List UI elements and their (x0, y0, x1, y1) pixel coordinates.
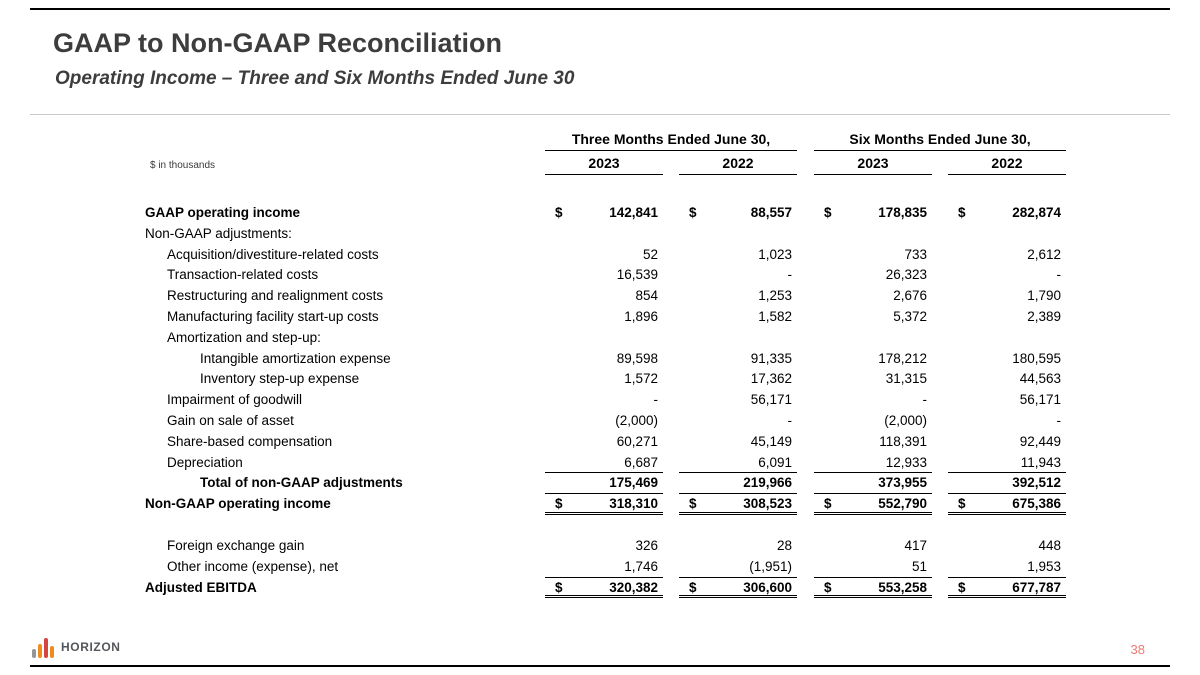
cell-value: 17,362 (750, 371, 792, 387)
value-cell (814, 307, 932, 328)
value-cell (948, 432, 1066, 453)
value-cell (948, 453, 1066, 474)
value-cell (814, 536, 932, 557)
cell-value: 326 (635, 537, 658, 553)
cell-value: 12,933 (885, 454, 927, 470)
value-cell (679, 369, 797, 390)
cell-value (555, 328, 658, 349)
cell-value: 26,323 (885, 267, 927, 283)
cell-value: 1,582 (758, 308, 792, 324)
value-cell (545, 328, 663, 349)
row-label: Inventory step-up expense (200, 371, 360, 387)
row-label: Impairment of goodwill (167, 392, 303, 408)
value-cell (814, 557, 932, 578)
value-cell (679, 411, 797, 432)
value-cell (948, 578, 1066, 599)
row-label: Acquisition/divestiture-related costs (167, 246, 379, 262)
cell-value: - (653, 392, 658, 408)
cell-value: 1,896 (624, 308, 658, 324)
value-cell (948, 390, 1066, 411)
cell-value: 178,835 (878, 205, 927, 220)
row-label: Non-GAAP operating income (145, 496, 331, 512)
table-row (145, 557, 1066, 578)
dollar-sign: $ (555, 205, 563, 220)
row-label: Restructuring and realignment costs (167, 288, 384, 304)
cell-value (689, 224, 792, 245)
value-cell (545, 349, 663, 370)
value-cell (679, 390, 797, 411)
cell-value: - (1056, 267, 1061, 283)
value-cell (545, 265, 663, 286)
table-row (145, 265, 1066, 286)
value-cell (679, 349, 797, 370)
cell-value: 28 (776, 537, 792, 553)
cell-value: 56,171 (1019, 392, 1061, 408)
value-cell (814, 390, 932, 411)
row-label: Transaction-related costs (167, 267, 319, 283)
cell-value (958, 328, 1061, 349)
cell-value: (2,000) (615, 412, 658, 428)
value-cell (679, 557, 797, 578)
cell-value: 677,787 (1012, 579, 1061, 595)
cell-value (824, 224, 927, 245)
cell-value: 306,600 (743, 579, 792, 595)
cell-value: - (1056, 412, 1061, 428)
row-label: Adjusted EBITDA (145, 579, 257, 595)
value-cell (948, 411, 1066, 432)
dollar-sign: $ (689, 496, 697, 512)
cell-value: 318,310 (609, 496, 658, 512)
year-header: 2022 (948, 155, 1066, 175)
cell-value: 92,449 (1019, 433, 1061, 449)
cell-value: 45,149 (750, 433, 792, 449)
table-row (145, 245, 1066, 266)
cell-value: 282,874 (1012, 205, 1061, 220)
row-label: Non-GAAP adjustments: (145, 225, 292, 241)
bottom-rule (30, 665, 1170, 667)
table-row (145, 286, 1066, 307)
value-cell (679, 494, 797, 515)
cell-value (689, 328, 792, 349)
horizon-logo-icon (32, 636, 54, 658)
cell-value: (1,951) (749, 558, 792, 574)
value-cell (948, 557, 1066, 578)
value-cell (948, 265, 1066, 286)
cell-value: 60,271 (616, 433, 658, 449)
value-cell (814, 286, 932, 307)
row-label: Amortization and step-up: (167, 329, 321, 345)
table-row (145, 349, 1066, 370)
table-row (145, 473, 1066, 494)
table-row (145, 578, 1066, 599)
cell-value: 178,212 (878, 350, 927, 366)
value-cell (545, 432, 663, 453)
value-cell (545, 494, 663, 515)
cell-value: (2,000) (884, 412, 927, 428)
value-cell (948, 328, 1066, 349)
dollar-sign: $ (824, 579, 832, 595)
top-rule (30, 8, 1170, 10)
column-group-three-months: Three Months Ended June 30, (545, 131, 797, 151)
dollar-sign: $ (689, 205, 697, 220)
cell-value: 392,512 (1012, 475, 1061, 491)
cell-value: 51 (911, 558, 927, 574)
cell-value: - (787, 412, 792, 428)
cell-value: 180,595 (1012, 350, 1061, 366)
dollar-sign: $ (824, 205, 832, 220)
row-label: Other income (expense), net (167, 558, 339, 574)
cell-value: 854 (635, 288, 658, 304)
cell-value: 552,790 (878, 496, 927, 512)
year-header: 2023 (545, 155, 663, 175)
cell-value: 56,171 (750, 392, 792, 408)
value-cell (545, 578, 663, 599)
cell-value (555, 224, 658, 245)
value-cell (545, 245, 663, 266)
value-cell (679, 265, 797, 286)
value-cell (814, 494, 932, 515)
value-cell (814, 203, 932, 224)
cell-value: 1,953 (1027, 558, 1061, 574)
cell-value: 373,955 (878, 475, 927, 491)
logo-text: HORIZON (61, 640, 121, 654)
cell-value: 16,539 (616, 267, 658, 283)
units-label: $ in thousands (150, 160, 216, 171)
dollar-sign: $ (958, 205, 966, 220)
value-cell (814, 265, 932, 286)
cell-value: 553,258 (878, 579, 927, 595)
cell-value: 44,563 (1019, 371, 1061, 387)
value-cell (679, 578, 797, 599)
cell-value: 11,943 (1020, 454, 1061, 470)
year-header: 2022 (679, 155, 797, 175)
table-row (145, 432, 1066, 453)
dollar-sign: $ (689, 579, 697, 595)
value-cell (545, 224, 663, 245)
row-label: GAAP operating income (145, 205, 301, 220)
cell-value (958, 224, 1061, 245)
dollar-sign: $ (824, 496, 832, 512)
cell-value: 417 (904, 537, 927, 553)
cell-value: 308,523 (743, 496, 792, 512)
cell-value: 91,335 (750, 350, 792, 366)
value-cell (814, 245, 932, 266)
year-header: 2023 (814, 155, 932, 175)
value-cell (948, 536, 1066, 557)
value-cell (545, 390, 663, 411)
cell-value: 6,091 (758, 454, 792, 470)
row-label: Gain on sale of asset (167, 412, 294, 428)
table-row (145, 224, 1066, 245)
header-divider (30, 114, 1170, 115)
value-cell (814, 369, 932, 390)
cell-value: 6,687 (624, 454, 658, 470)
table-row (145, 328, 1066, 349)
value-cell (679, 307, 797, 328)
cell-value: 2,612 (1027, 246, 1061, 262)
value-cell (545, 286, 663, 307)
cell-value: 219,966 (743, 475, 792, 491)
value-cell (545, 557, 663, 578)
table-header-groups (145, 131, 1066, 151)
cell-value: 1,746 (624, 558, 658, 574)
value-cell (679, 432, 797, 453)
value-cell (545, 411, 663, 432)
table-row (145, 453, 1066, 474)
value-cell (679, 224, 797, 245)
row-label: Intangible amortization expense (200, 350, 391, 366)
dollar-sign: $ (958, 496, 966, 512)
cell-value: 1,790 (1027, 288, 1061, 304)
value-cell (814, 411, 932, 432)
value-cell (814, 432, 932, 453)
cell-value: 89,598 (616, 350, 658, 366)
page-subtitle: Operating Income – Three and Six Months Ended June 30 (55, 68, 575, 89)
table-row (145, 307, 1066, 328)
value-cell (545, 473, 663, 494)
value-cell (948, 473, 1066, 494)
value-cell (948, 203, 1066, 224)
value-cell (948, 369, 1066, 390)
table-row (145, 390, 1066, 411)
table-row (145, 411, 1066, 432)
table-row (145, 536, 1066, 557)
value-cell (814, 349, 932, 370)
cell-value: 52 (642, 246, 658, 262)
value-cell (545, 453, 663, 474)
table-header-years (145, 151, 1066, 175)
spacer-row (145, 515, 1066, 536)
row-label: Share-based compensation (167, 433, 333, 449)
value-cell (948, 286, 1066, 307)
cell-value: 2,676 (893, 288, 927, 304)
cell-value (824, 328, 927, 349)
cell-value: 142,841 (609, 205, 658, 220)
dollar-sign: $ (555, 579, 563, 595)
table-row (145, 203, 1066, 224)
value-cell (545, 369, 663, 390)
value-cell (679, 245, 797, 266)
cell-value: 88,557 (750, 205, 792, 220)
cell-value: - (922, 392, 927, 408)
cell-value: - (787, 267, 792, 283)
table-row (145, 494, 1066, 515)
cell-value: 1,253 (758, 288, 792, 304)
dollar-sign: $ (555, 496, 563, 512)
value-cell (679, 328, 797, 349)
table-row (145, 369, 1066, 390)
dollar-sign: $ (958, 579, 966, 595)
row-label: Depreciation (167, 454, 243, 470)
value-cell (545, 536, 663, 557)
cell-value: 31,315 (885, 371, 927, 387)
cell-value: 2,389 (1027, 308, 1061, 324)
cell-value: 448 (1038, 537, 1061, 553)
cell-value: 733 (904, 246, 927, 262)
column-group-six-months: Six Months Ended June 30, (814, 131, 1066, 151)
value-cell (545, 203, 663, 224)
row-label: Foreign exchange gain (167, 537, 305, 553)
row-label: Manufacturing facility start-up costs (167, 308, 379, 324)
value-cell (948, 349, 1066, 370)
cell-value: 1,572 (624, 371, 658, 387)
cell-value: 675,386 (1012, 496, 1061, 512)
value-cell (679, 536, 797, 557)
reconciliation-table (145, 131, 1066, 598)
page-title: GAAP to Non-GAAP Reconciliation (53, 28, 503, 58)
value-cell (679, 473, 797, 494)
value-cell (948, 224, 1066, 245)
value-cell (814, 328, 932, 349)
value-cell (814, 473, 932, 494)
value-cell (814, 224, 932, 245)
value-cell (948, 245, 1066, 266)
footer-logo (32, 636, 121, 658)
value-cell (679, 286, 797, 307)
cell-value: 175,469 (609, 475, 658, 491)
page-number: 38 (1130, 642, 1145, 657)
value-cell (814, 578, 932, 599)
value-cell (545, 307, 663, 328)
value-cell (679, 203, 797, 224)
value-cell (679, 453, 797, 474)
table-body (145, 203, 1066, 598)
cell-value: 1,023 (758, 246, 792, 262)
value-cell (948, 307, 1066, 328)
value-cell (948, 494, 1066, 515)
cell-value: 5,372 (893, 308, 927, 324)
row-label: Total of non-GAAP adjustments (200, 475, 403, 491)
value-cell (814, 453, 932, 474)
cell-value: 118,391 (879, 433, 927, 449)
cell-value: 320,382 (609, 579, 658, 595)
